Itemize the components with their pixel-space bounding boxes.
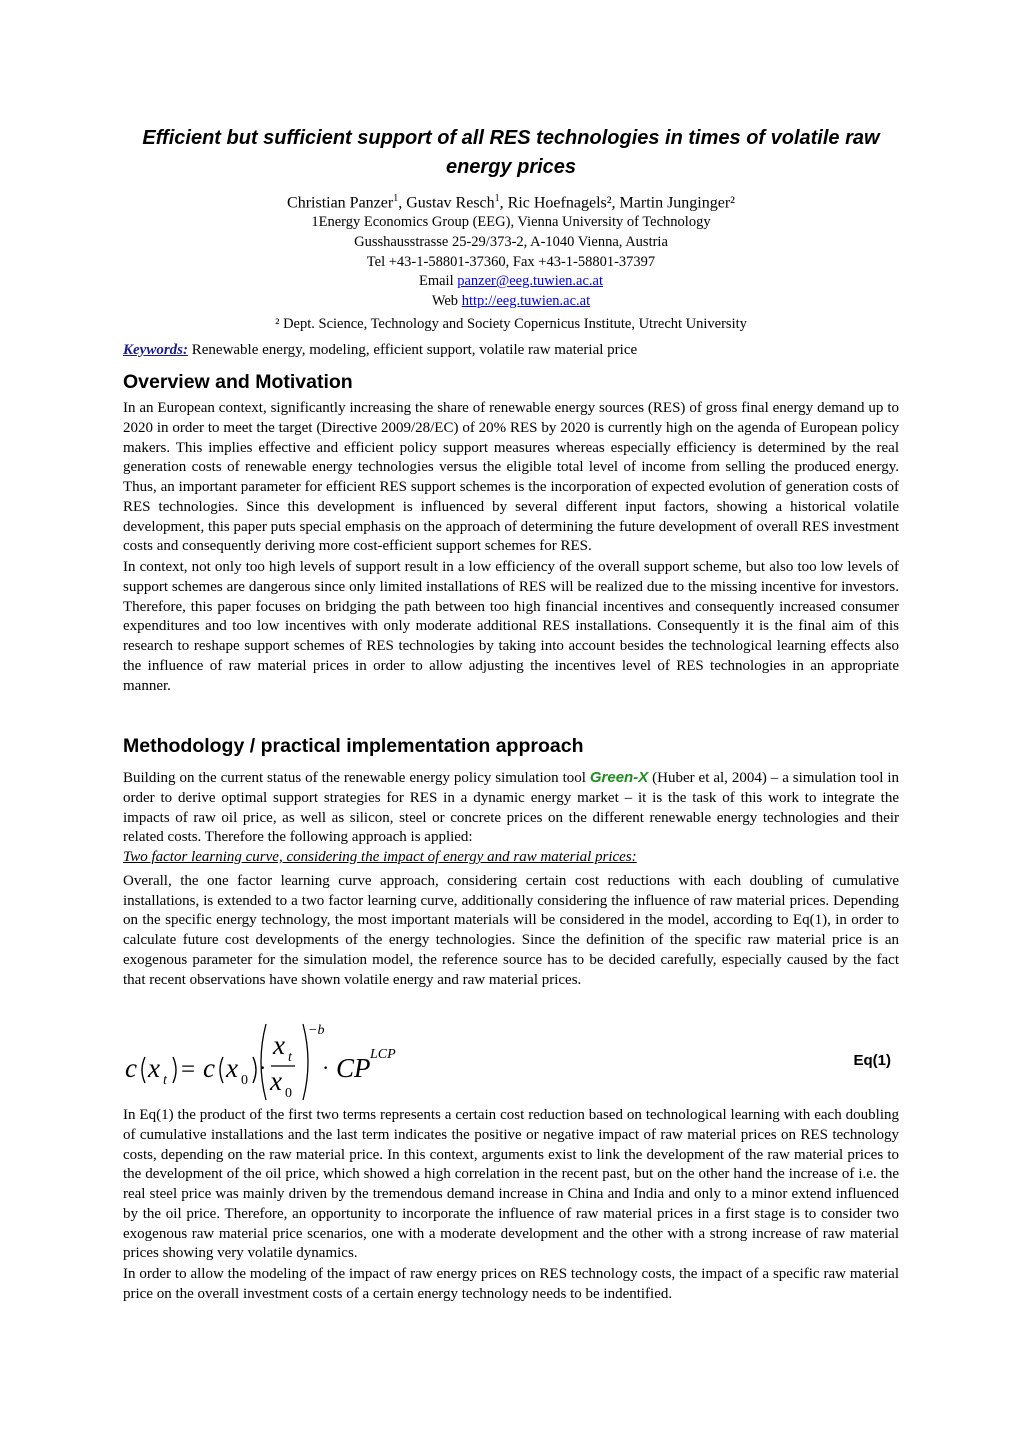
author-list: Christian Panzer$^1$, Gustav Resch$^1$, Ric Hoefnagels², Martin Junginger²	[287, 193, 735, 212]
keywords-label: Keywords:	[123, 342, 188, 358]
web-line: Web http://eeg.tuwien.ac.at	[431, 292, 591, 309]
eq-dot: ·	[322, 1055, 330, 1080]
section-methodology-cont	[123, 1106, 899, 1305]
paragraph: In an European context, significantly increasing the share of renewable energy sources (RES) of gross final energy demand up to 2020 in order to meet the target (Directive 2009/28/EC) of 20% RES by 2020 is currently high on the agenda of European policy makers. This implies effective and efficient policy support measures whereas especially efficiency is determined by the real generation costs of renewable energy technologies versus the eligible total level of income from selling the produced energy. Thus, an important parameter for efficient RES support schemes is the incorporation of expected evolution of generation costs of RES technologies. Since this development is influenced by several different input factors, showing a historical volatile development, this paper puts special emphasis on the approach of determining the future development of overall RES investment costs and consequently deriving more cost-efficient support schemes for RES.	[123, 400, 899, 555]
eq-den-x: x	[270, 1066, 282, 1096]
eq-c2: c	[203, 1053, 215, 1083]
eq-lcp: LCP	[370, 1047, 396, 1062]
eq-exponent: −b	[308, 1023, 325, 1038]
keywords-line	[123, 340, 899, 360]
equation-1	[123, 1018, 899, 1106]
affiliation-1: 1Energy Economics Group (EEG), Vienna University of Technology Gusshausstrasse 25-29/373-2, A-1040 Vienna, Austria Tel +43-1-58801-37360, Fax +43-1-58801-37397 Email panzer@eeg.tuwien.ac.at Web http://eeg.tuwien.ac.at	[123, 213, 899, 311]
subheading: Two factor learning curve, considering the impact of energy and raw material prices:	[123, 849, 637, 865]
section-methodology	[123, 733, 899, 990]
author-block	[123, 189, 899, 311]
email-line: Email panzer@eeg.tuwien.ac.at	[418, 273, 604, 290]
section-heading: Methodology / practical implementation approach	[123, 735, 584, 757]
section-heading: Overview and Motivation	[123, 371, 353, 393]
email-link[interactable]: panzer@eeg.tuwien.ac.at	[457, 273, 604, 290]
keywords-text: Renewable energy, modeling, efficient support, volatile raw material price	[188, 342, 638, 358]
eq-dot: ·	[259, 1055, 267, 1080]
eq-paren	[142, 1057, 145, 1083]
paragraph: Building on the current status of the renewable energy policy simulation tool Green-X (Huber et al, 2004) – a simulation tool in order to derive optimal support strategies for RES in a dynamic energy market – it is the task of this work to integrate the impacts of raw oil price, as well as silicon, steel or concrete prices on the different renewable energy technologies and their related costs. Therefore the following approach is applied:	[123, 769, 899, 846]
eq-x0: x	[226, 1053, 238, 1083]
paragraph: Overall, the one factor learning curve approach, considering certain cost reductions with each doubling of cumulative installations, is extended to a two factor learning curve, additionally considering the influence of raw material prices. Depending on the specific energy technology, the most important materials will be considered in the model, according to Eq(1), in order to calculate future cost developments of the energy technologies. Since the definition of the specific raw material price is an exogenous parameter for the simulation model, the reference source has to be decided carefully, especially caused by the fact that recent observations have shown volatile energy and raw material prices.	[123, 872, 899, 988]
eq-paren	[253, 1057, 256, 1083]
equation-block	[123, 1018, 899, 1106]
eq-sub-0: 0	[241, 1073, 248, 1088]
paragraph: In order to allow the modeling of the impact of raw energy prices on RES technology costs, the impact of a specific raw material price on the overall investment costs of a certain energy technology needs to be indentified.	[123, 1266, 899, 1302]
affiliation-2: ² Dept. Science, Technology and Society Copernicus Institute, Utrecht University	[275, 316, 747, 332]
eq-paren	[173, 1057, 176, 1083]
paper-title: Efficient but sufficient support of all RES technologies in times of volatile raw energy prices	[142, 127, 880, 178]
eq-x: x	[148, 1053, 160, 1083]
eq-paren	[220, 1057, 223, 1083]
eq-c1: c	[125, 1053, 137, 1083]
eq-den-sub-0: 0	[285, 1086, 292, 1101]
eq-cp: CP	[336, 1053, 371, 1083]
eq-sub-t: t	[163, 1073, 167, 1088]
section-overview	[123, 369, 899, 696]
equation-label: Eq(1)	[853, 1052, 891, 1069]
eq-num-sub-t: t	[288, 1050, 292, 1065]
tool-name: Green-X	[589, 769, 649, 786]
paragraph: In context, not only too high levels of support result in a low efficiency of the overall support scheme, but also too low levels of support schemes are dangerous since only limited installations of RES will be realized due to the missing incentive for investors. Therefore, this paper focuses on bridging the path between too high financial incentives and consequently increased consumer expenditures and too low incentives with only moderate additional RES installations. Consequently it is the final aim of this research to reshape support schemes of RES technologies by taking into account besides the technological learning effects also the influence of raw material prices in order to allow adjusting the incentives level of RES technologies in an appropriate manner.	[123, 559, 899, 694]
eq-num-x: x	[273, 1030, 285, 1060]
eq-equals: =	[181, 1056, 196, 1083]
web-link[interactable]: http://eeg.tuwien.ac.at	[461, 292, 591, 309]
paragraph: In Eq(1) the product of the first two terms represents a certain cost reduction based on technological learning with each doubling of cumulative installations and the last term indicates the positive or negative impact of raw material prices on RES technology costs, depending on the raw material price. In this context, arguments exist to link the development of the raw material prices to the development of the oil price, which showed a high correlation in the recent past, but on the other hand the increase of i.e. the real steel price was mainly driven by the tremendous demand increase in China and India and only to a minor extend influenced by the oil price. Therefore, an opportunity to incorporate the influence of raw material prices in a first stage is to consider two exogenous raw material price scenarios, one with a moderate development and the other with a strong increase of raw material prices showing very volatile dynamics.	[123, 1107, 899, 1262]
